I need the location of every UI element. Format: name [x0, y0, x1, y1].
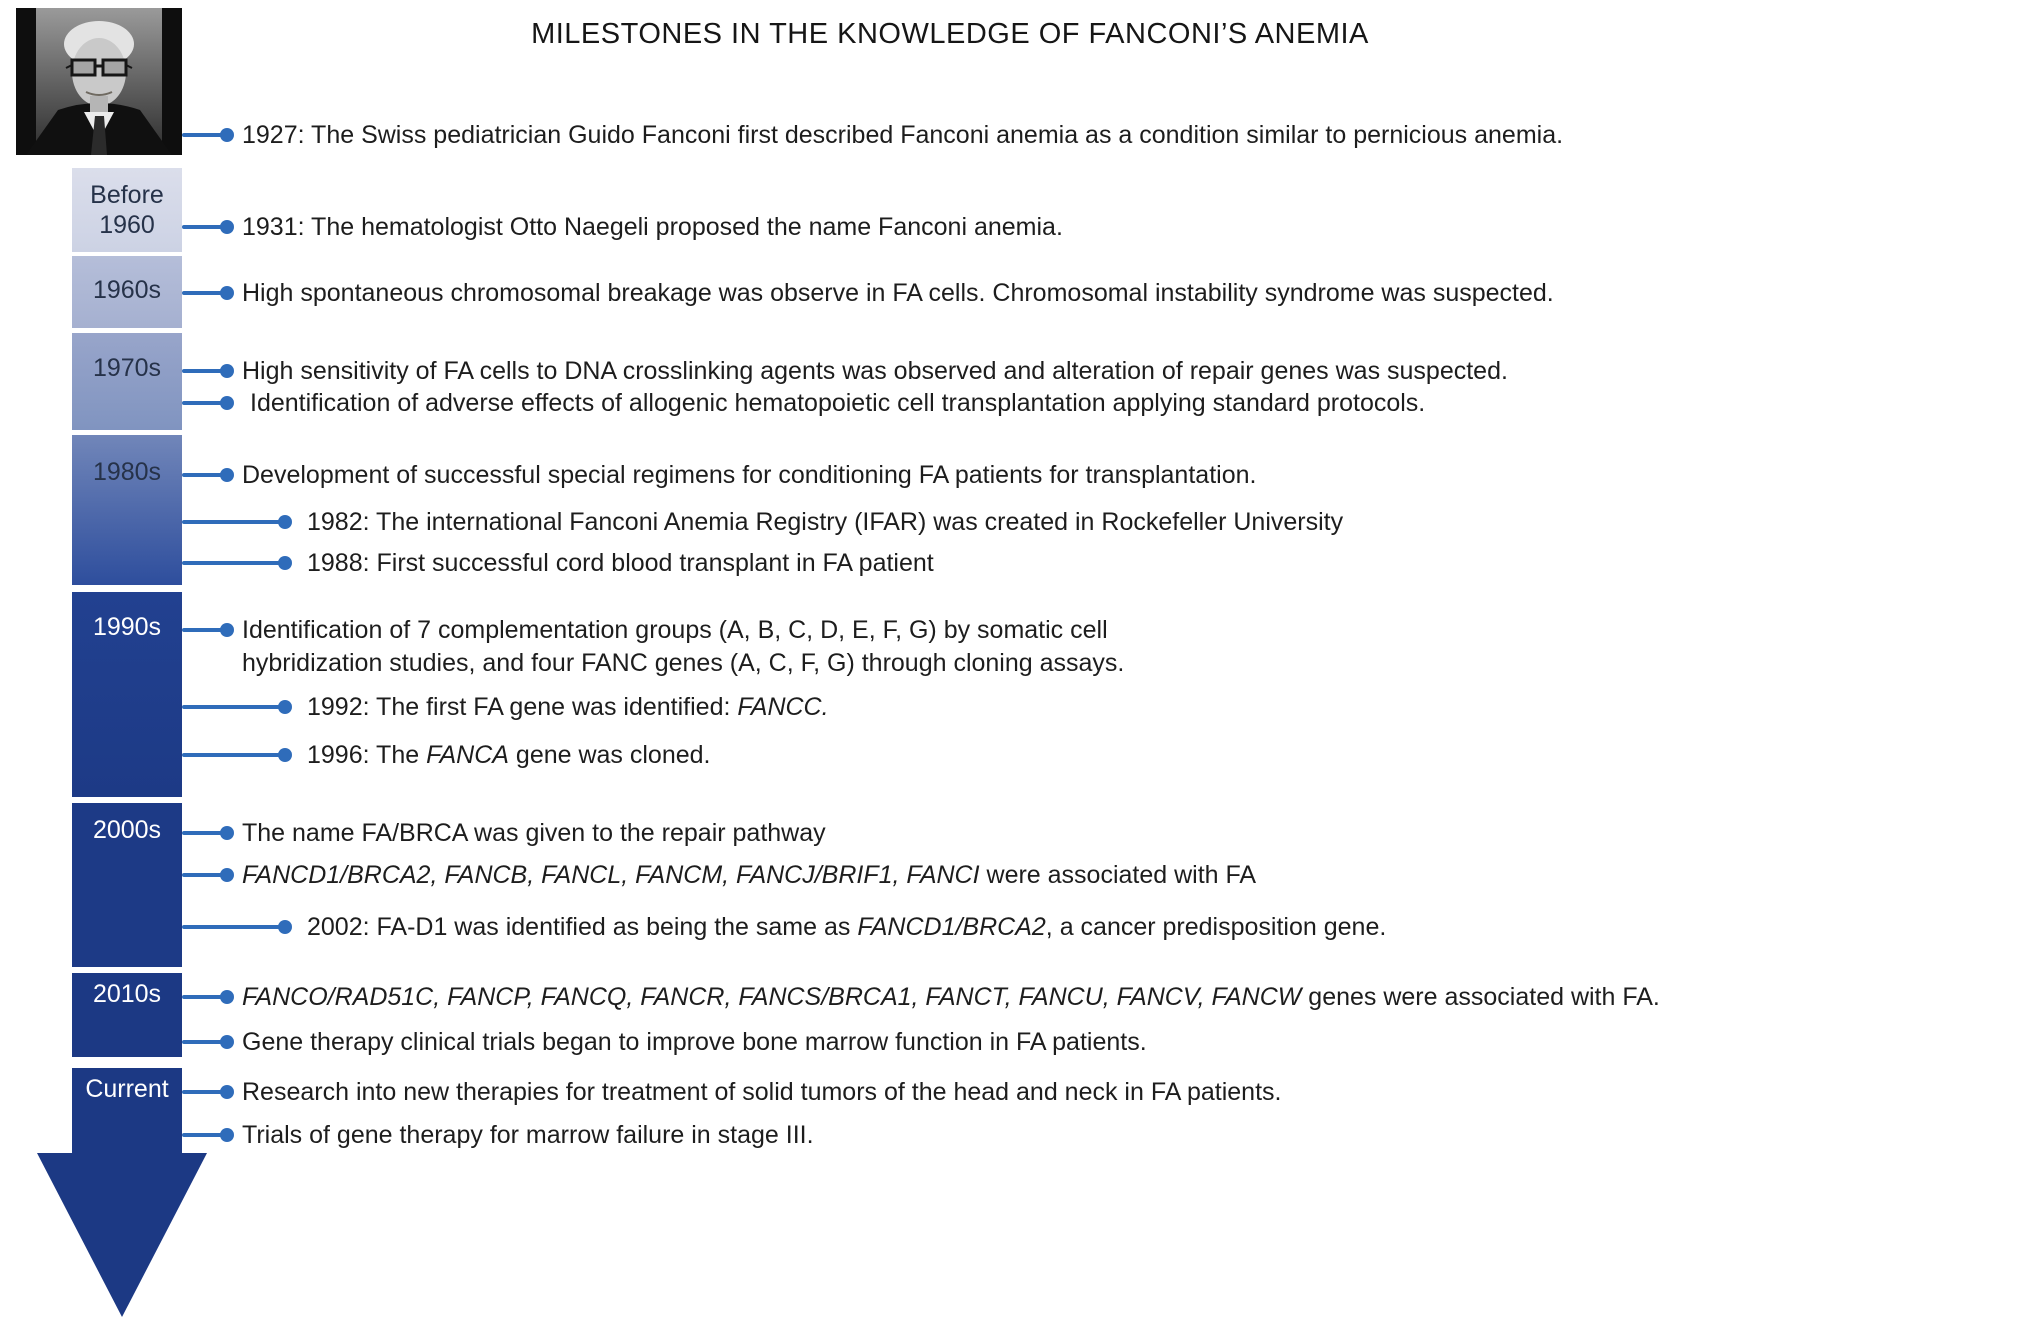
- milestone-text: FANCO/RAD51C, FANCP, FANCQ, FANCR, FANCS/BRCA1, FANCT, FANCU, FANCV, FANCW genes were associated with FA.: [242, 983, 1660, 1011]
- era-label-before-1960: Before 1960: [90, 181, 164, 239]
- era-label-1990s: 1990s: [92, 613, 162, 641]
- milestone-text: 2002: FA-D1 was identified as being the same as FANCD1/BRCA2, a cancer predisposition gene.: [307, 913, 1387, 941]
- era-segment-1990s: [72, 592, 182, 797]
- bullet-dot: [220, 468, 234, 482]
- era-segment-1970s: [72, 333, 182, 430]
- milestone-text: 1982: The international Fanconi Anemia Registry (IFAR) was created in Rockefeller University: [307, 508, 1344, 536]
- bullet-dot: [220, 1085, 234, 1099]
- bullet-dot: [278, 556, 292, 570]
- bullet-dot: [220, 1128, 234, 1142]
- bullet-dot: [220, 990, 234, 1004]
- milestone-text: 1992: The first FA gene was identified: FANCC.: [307, 693, 829, 721]
- connector-line: [182, 369, 222, 373]
- down-arrow-icon: [37, 1153, 207, 1317]
- bullet-dot: [220, 396, 234, 410]
- bullet-dot: [220, 128, 234, 142]
- connector-line: [182, 995, 222, 999]
- era-segment-current: [72, 1068, 182, 1153]
- milestone-text: 1931: The hematologist Otto Naegeli proposed the name Fanconi anemia.: [242, 213, 1063, 241]
- connector-line: [182, 1040, 222, 1044]
- era-segment-1980s: [72, 435, 182, 585]
- bullet-dot: [278, 700, 292, 714]
- era-segment-1960s: [72, 256, 182, 328]
- milestone-text: 1988: First successful cord blood transplant in FA patient: [307, 549, 934, 577]
- bullet-dot: [220, 1035, 234, 1049]
- era-segment-2000s: [72, 803, 182, 967]
- milestone-text: High spontaneous chromosomal breakage was observe in FA cells. Chromosomal instability syndrome was suspected.: [242, 279, 1554, 307]
- milestone-text: Development of successful special regimens for conditioning FA patients for transplantation.: [242, 461, 1257, 489]
- milestone-text: FANCD1/BRCA2, FANCB, FANCL, FANCM, FANCJ/BRIF1, FANCI were associated with FA: [242, 861, 1257, 889]
- milestone-text: Trials of gene therapy for marrow failure in stage III.: [242, 1121, 814, 1149]
- milestone-text: The name FA/BRCA was given to the repair pathway: [242, 819, 826, 847]
- bullet-dot: [220, 826, 234, 840]
- connector-line: [182, 873, 222, 877]
- connector-line: [182, 628, 222, 632]
- connector-line: [182, 225, 222, 229]
- connector-line: [182, 1090, 222, 1094]
- bullet-dot: [220, 220, 234, 234]
- connector-line: [182, 133, 222, 137]
- connector-line: [182, 1133, 222, 1137]
- bullet-dot: [220, 868, 234, 882]
- era-label-2000s: 2000s: [92, 816, 162, 844]
- era-segment-before-1960: [72, 168, 182, 252]
- milestone-text: Identification of adverse effects of allogenic hematopoietic cell transplantation applying standard protocols.: [250, 389, 1426, 417]
- bullet-dot: [220, 286, 234, 300]
- connector-line: [182, 925, 280, 929]
- connector-line: [182, 291, 222, 295]
- bullet-dot: [278, 515, 292, 529]
- era-label-1970s: 1970s: [92, 354, 162, 382]
- era-segment-2010s: [72, 973, 182, 1057]
- connector-line: [182, 401, 222, 405]
- bullet-dot: [220, 364, 234, 378]
- milestone-text: Gene therapy clinical trials began to improve bone marrow function in FA patients.: [242, 1028, 1147, 1056]
- milestone-text: High sensitivity of FA cells to DNA crosslinking agents was observed and alteration of repair genes was suspected.: [242, 357, 1508, 385]
- milestone-text: 1996: The FANCA gene was cloned.: [307, 741, 711, 769]
- milestone-text: Identification of 7 complementation groups (A, B, C, D, E, F, G) by somatic cell hybridization studies, and four FANC genes (A, C, F, G) through cloning assays.: [242, 616, 1125, 677]
- milestone-text: 1927: The Swiss pediatrician Guido Fanconi first described Fanconi anemia as a condition similar to pernicious anemia.: [242, 121, 1564, 149]
- milestone-text: Research into new therapies for treatment of solid tumors of the head and neck in FA patients.: [242, 1078, 1282, 1106]
- connector-line: [182, 753, 280, 757]
- connector-line: [182, 473, 222, 477]
- era-label-1980s: 1980s: [92, 458, 162, 486]
- connector-line: [182, 561, 280, 565]
- bullet-dot: [278, 920, 292, 934]
- guido-fanconi-photo: [16, 8, 182, 155]
- figure-title: MILESTONES IN THE KNOWLEDGE OF FANCONI’S ANEMIA: [531, 18, 1369, 50]
- bullet-dot: [278, 748, 292, 762]
- era-label-2010s: 2010s: [92, 980, 162, 1008]
- bullet-dot: [220, 623, 234, 637]
- connector-line: [182, 520, 280, 524]
- connector-line: [182, 831, 222, 835]
- connector-line: [182, 705, 280, 709]
- era-label-current: Current: [85, 1075, 169, 1103]
- era-label-1960s: 1960s: [92, 276, 162, 304]
